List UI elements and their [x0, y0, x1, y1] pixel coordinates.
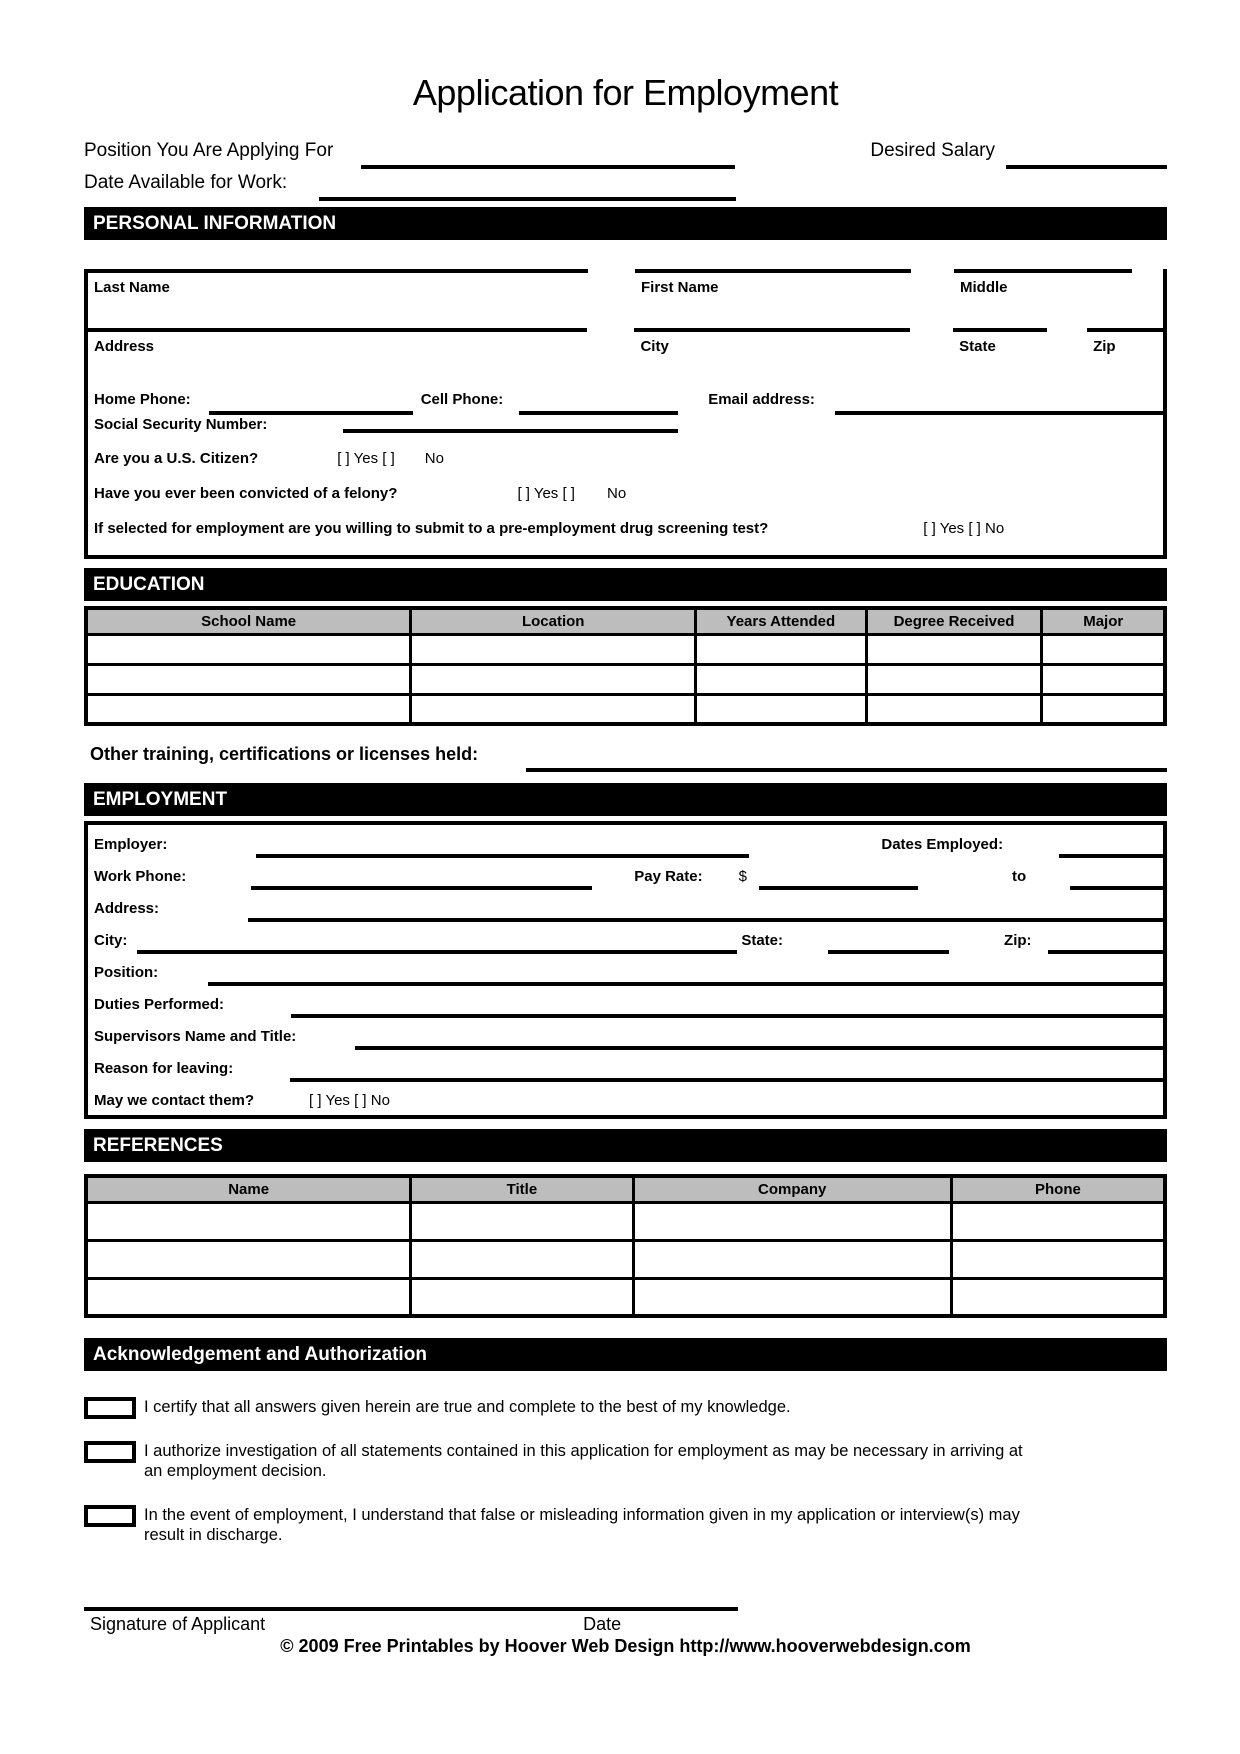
name-fields-row	[88, 269, 1163, 328]
employer-zip-input-line[interactable]	[1048, 950, 1163, 954]
references-cell[interactable]	[633, 1240, 951, 1278]
email-label: Email address:	[708, 391, 815, 408]
statement-line: result in discharge.	[144, 1526, 283, 1544]
education-cell[interactable]	[696, 694, 866, 724]
address-field[interactable]: Address	[88, 328, 587, 384]
felony-no-label: No	[606, 485, 627, 502]
drug-test-question-row	[88, 520, 1163, 537]
references-table	[84, 1174, 1167, 1318]
duties-input-line[interactable]	[291, 1014, 1163, 1018]
citizen-yes-no-checkboxes[interactable]: [ ] Yes [ ]	[337, 450, 395, 467]
references-row	[86, 1278, 1165, 1316]
education-cell[interactable]	[866, 634, 1042, 664]
education-cell[interactable]	[866, 664, 1042, 694]
supervisor-label: Supervisors Name and Title:	[94, 1028, 297, 1045]
desired-salary-label: Desired Salary	[870, 140, 995, 161]
ssn-input-line[interactable]	[343, 429, 678, 433]
authorize-statement-text	[144, 1441, 1023, 1481]
signature-label: Signature of Applicant	[90, 1614, 266, 1634]
phones-row	[88, 384, 1163, 408]
employer-label: Employer:	[94, 836, 168, 853]
currency-symbol: $	[738, 868, 747, 885]
middle-name-field[interactable]: Middle	[954, 269, 1132, 328]
employer-state-input-line[interactable]	[828, 950, 949, 954]
contact-employer-yes-no-checkboxes[interactable]: [ ] Yes [ ] No	[309, 1092, 390, 1109]
education-row	[86, 694, 1165, 724]
references-cell[interactable]	[411, 1278, 633, 1316]
education-cell[interactable]	[696, 634, 866, 664]
employer-address-input-line[interactable]	[248, 918, 1163, 922]
references-col-name: Name	[86, 1176, 411, 1202]
drug-test-yes-no-checkboxes[interactable]: [ ] Yes [ ] No	[923, 520, 1005, 537]
personal-information-box	[84, 269, 1167, 559]
education-col-degree-received: Degree Received	[866, 608, 1042, 634]
work-phone-label: Work Phone:	[94, 868, 187, 885]
cell-phone-input-line[interactable]	[519, 411, 678, 415]
references-col-phone: Phone	[951, 1176, 1165, 1202]
citizen-question-row	[88, 450, 1163, 467]
position-held-input-line[interactable]	[208, 982, 1163, 986]
references-row	[86, 1240, 1165, 1278]
education-cell[interactable]	[411, 634, 696, 664]
education-col-school-name: School Name	[86, 608, 411, 634]
employment-section-header: EMPLOYMENT	[84, 783, 1167, 816]
statement-line: I certify that all answers given herein are true and complete to the best of my knowledge.	[144, 1398, 791, 1416]
education-row	[86, 634, 1165, 664]
citizen-no-label: No	[424, 450, 444, 467]
employer-input-line[interactable]	[256, 854, 749, 858]
employer-row	[88, 825, 1163, 853]
pay-rate-input-line[interactable]	[759, 886, 918, 890]
education-section-header: EDUCATION	[84, 568, 1167, 601]
address-fields-row	[88, 328, 1163, 384]
date-available-label: Date Available for Work:	[84, 172, 288, 193]
felony-question-label: Have you ever been convicted of a felony?	[94, 485, 398, 502]
education-table	[84, 606, 1167, 726]
references-row	[86, 1202, 1165, 1240]
education-cell[interactable]	[86, 664, 411, 694]
discharge-statement-text	[144, 1505, 1020, 1545]
reason-leaving-input-line[interactable]	[290, 1078, 1163, 1082]
dates-employed-label: Dates Employed:	[881, 836, 1004, 853]
education-cell[interactable]	[1042, 694, 1165, 724]
ssn-label: Social Security Number:	[94, 416, 268, 433]
home-phone-label: Home Phone:	[94, 391, 191, 408]
felony-yes-no-checkboxes[interactable]: [ ] Yes [ ]	[517, 485, 575, 502]
city-field[interactable]: City	[634, 328, 910, 384]
education-cell[interactable]	[411, 694, 696, 724]
education-row	[86, 664, 1165, 694]
employer-address-row	[88, 885, 1163, 917]
employer-city-input-line[interactable]	[137, 950, 737, 954]
felony-question-row	[88, 485, 1163, 502]
zip-field[interactable]: Zip	[1087, 328, 1163, 384]
ack-statement-discharge	[84, 1505, 1167, 1545]
copyright-text: © 2009 Free Printables by Hoover Web Design http://www.hooverwebdesign.com	[280, 1636, 971, 1656]
work-phone-input-line[interactable]	[251, 886, 592, 890]
references-header-row	[86, 1176, 1165, 1202]
discharge-checkbox[interactable]	[84, 1505, 136, 1527]
ssn-row	[88, 416, 1163, 438]
other-training-label: Other training, certifications or licenses held:	[90, 744, 479, 764]
statement-line: In the event of employment, I understand that false or misleading information given in my application or interview(s) may	[144, 1506, 1020, 1524]
references-cell[interactable]	[951, 1202, 1165, 1240]
employer-zip-label: Zip:	[1004, 932, 1032, 949]
references-cell[interactable]	[86, 1278, 411, 1316]
education-cell[interactable]	[866, 694, 1042, 724]
ack-statement-authorize	[84, 1441, 1167, 1481]
references-cell[interactable]	[411, 1202, 633, 1240]
references-section-header: REFERENCES	[84, 1129, 1167, 1162]
date-available-input-line[interactable]	[319, 197, 736, 201]
position-applying-label: Position You Are Applying For	[84, 140, 334, 161]
references-cell[interactable]	[86, 1202, 411, 1240]
signature-labels-row	[84, 1611, 1167, 1635]
employer-state-label: State:	[741, 932, 784, 949]
personal-information-section-header: PERSONAL INFORMATION	[84, 207, 1167, 240]
pay-rate-to-input-line[interactable]	[1070, 886, 1163, 890]
education-cell[interactable]	[1042, 634, 1165, 664]
duties-label: Duties Performed:	[94, 996, 225, 1013]
date-available-row	[84, 172, 1167, 194]
position-row	[84, 140, 1167, 162]
last-name-field[interactable]: Last Name	[88, 269, 588, 328]
certify-checkbox[interactable]	[84, 1397, 136, 1419]
employer-city-label: City:	[94, 932, 128, 949]
pay-rate-to-label: to	[1011, 868, 1027, 885]
other-training-row	[84, 744, 1167, 765]
education-header-row	[86, 608, 1165, 634]
references-cell[interactable]	[411, 1240, 633, 1278]
other-training-input-line[interactable]	[526, 768, 1167, 772]
dates-employed-from-input-line[interactable]	[1059, 854, 1163, 858]
ack-statement-certify	[84, 1397, 1167, 1419]
position-input-line[interactable]	[361, 165, 735, 169]
education-col-location: Location	[411, 608, 696, 634]
desired-salary-input-line[interactable]	[1006, 165, 1167, 169]
home-phone-input-line[interactable]	[209, 411, 413, 415]
references-cell[interactable]	[633, 1278, 951, 1316]
state-field[interactable]: State	[953, 328, 1047, 384]
employment-box	[84, 821, 1167, 1119]
supervisor-input-line[interactable]	[355, 1046, 1163, 1050]
citizen-question-label: Are you a U.S. Citizen?	[94, 450, 259, 467]
employer-address-label: Address:	[94, 900, 160, 917]
date-label: Date	[583, 1614, 622, 1634]
pay-rate-label: Pay Rate:	[634, 868, 703, 885]
education-cell[interactable]	[696, 664, 866, 694]
authorize-checkbox[interactable]	[84, 1441, 136, 1463]
email-input-line[interactable]	[835, 411, 1163, 415]
education-col-major: Major	[1042, 608, 1165, 634]
acknowledgement-section-header: Acknowledgement and Authorization	[84, 1338, 1167, 1371]
references-cell[interactable]	[86, 1240, 411, 1278]
education-cell[interactable]	[1042, 664, 1165, 694]
references-col-title: Title	[411, 1176, 633, 1202]
contact-employer-label: May we contact them?	[94, 1092, 255, 1109]
certify-statement-text	[144, 1397, 791, 1417]
first-name-field[interactable]: First Name	[635, 269, 911, 328]
statement-line: I authorize investigation of all statements contained in this application for employment as may be necessary in arriving at	[144, 1442, 1023, 1460]
education-cell[interactable]	[411, 664, 696, 694]
references-cell[interactable]	[633, 1202, 951, 1240]
references-cell[interactable]	[951, 1240, 1165, 1278]
page-title: Application for Employment	[412, 72, 839, 113]
references-col-company: Company	[633, 1176, 951, 1202]
position-held-label: Position:	[94, 964, 159, 981]
education-cell[interactable]	[86, 634, 411, 664]
education-cell[interactable]	[86, 694, 411, 724]
drug-test-question-label: If selected for employment are you willing to submit to a pre-employment drug screening test?	[94, 520, 769, 537]
reason-leaving-label: Reason for leaving:	[94, 1060, 234, 1077]
statement-line: an employment decision.	[144, 1462, 327, 1480]
education-col-years-attended: Years Attended	[696, 608, 866, 634]
cell-phone-label: Cell Phone:	[420, 391, 504, 408]
references-cell[interactable]	[951, 1278, 1165, 1316]
